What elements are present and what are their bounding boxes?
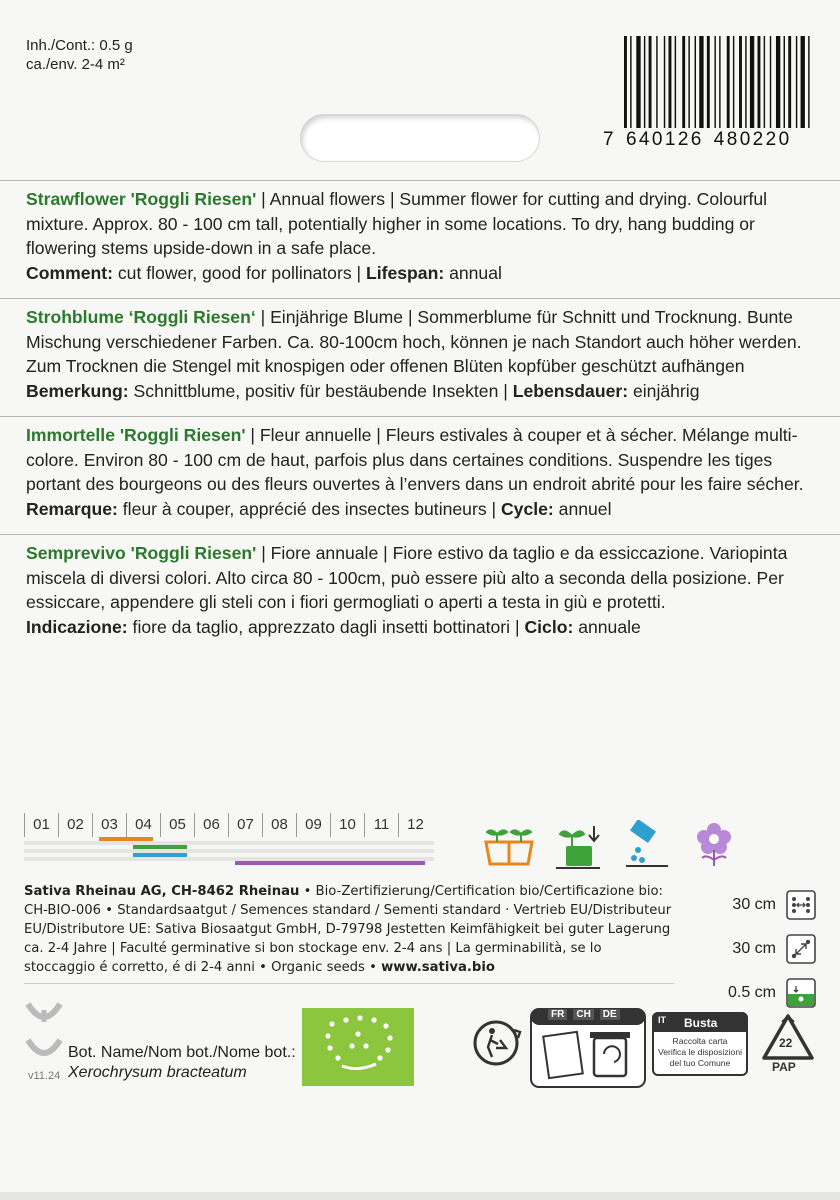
barcode-bar bbox=[669, 36, 672, 128]
eu-star bbox=[371, 1017, 376, 1022]
comment-label: Remarque: bbox=[26, 498, 118, 519]
eu-star bbox=[355, 1031, 360, 1036]
month-label: 01 bbox=[24, 813, 58, 837]
eu-star bbox=[325, 1033, 330, 1038]
month-label: 11 bbox=[364, 813, 398, 837]
comment-label: Comment: bbox=[26, 262, 113, 283]
barcode-bar bbox=[796, 36, 797, 128]
barcode-digit-prefix: 7 bbox=[603, 129, 616, 150]
genus: Xerochrysum bbox=[68, 1064, 163, 1081]
barcode-bar bbox=[808, 36, 809, 128]
month-label: 12 bbox=[398, 813, 432, 837]
contents-weight: Inh./Cont.: 0.5 g bbox=[26, 37, 133, 54]
barcode-bar bbox=[727, 36, 730, 128]
barcode-bar bbox=[714, 36, 715, 128]
barcode-bar bbox=[656, 36, 657, 128]
calendar-track bbox=[24, 841, 434, 845]
barcode-bar bbox=[750, 36, 754, 128]
recycling-label-fr-ch-de bbox=[530, 1008, 646, 1088]
section-description: | Annual flowers | Summer flower for cutting and drying. Colourful mixture. Approx. 80 - 100 cm tall, potentially higher in some locations. To dry, hang budding or flowering stems upside-down in a safe place. bbox=[26, 189, 768, 258]
barcode-bar bbox=[719, 36, 720, 128]
flag-fr: FR bbox=[548, 1009, 567, 1020]
flag-ch: CH bbox=[573, 1009, 593, 1020]
month-label: 09 bbox=[296, 813, 330, 837]
barcode-bar bbox=[682, 36, 685, 128]
barcode-bar bbox=[801, 36, 805, 128]
website-link[interactable]: www.sativa.bio bbox=[381, 960, 495, 975]
company-name: Sativa Rheinau AG, CH-8462 Rheinau bbox=[24, 884, 300, 899]
barcode-bar bbox=[784, 36, 785, 128]
barcode bbox=[622, 36, 818, 128]
section-title: Strohblume ‘Roggli Riesen‘ bbox=[26, 307, 256, 327]
comment-value: fleur à couper, apprécié des insectes butineurs | bbox=[117, 498, 501, 519]
eu-star bbox=[377, 1055, 382, 1060]
lifespan-label: Cycle: bbox=[500, 498, 554, 519]
calendar-band bbox=[133, 845, 187, 849]
barcode-bar bbox=[733, 36, 734, 128]
comment-label: Bemerkung: bbox=[26, 380, 129, 401]
transplant-icon bbox=[552, 820, 604, 870]
busta-line-1: Raccolta carta bbox=[672, 1036, 728, 1046]
eu-star bbox=[349, 1043, 354, 1048]
sativa-logo-icon bbox=[24, 1000, 64, 1066]
species: bracteatum bbox=[162, 1064, 247, 1081]
busta-instructions bbox=[656, 1036, 744, 1069]
section-italian bbox=[0, 534, 840, 639]
month-label: 04 bbox=[126, 813, 160, 837]
section-title: Strawflower 'Roggli Riesen' bbox=[26, 189, 257, 209]
calendar-band bbox=[235, 861, 425, 865]
certification-text: • Bio-Zertifizierung/Certification bio/Certificazione bio: CH-BIO-006 • Standardsaatgut / Semences standard / Sementi standard · Vertrieb EU/Distributeur EU/Distributore UE: Sativa Biosaatgut GmbH, D-79798 Jestetten Keimfähigkeit bei guter Lagerung ca. 2-4 Jahre | Faculté germinative si bon stockage env. 2-4 ans | La germinabilità, se lo stoccaggio é corretto, é di 2-4 anni • Organic seeds • bbox=[24, 884, 672, 975]
month-label: 05 bbox=[160, 813, 194, 837]
eu-star bbox=[357, 1015, 362, 1020]
barcode-bar bbox=[630, 36, 631, 128]
barcode-bar bbox=[776, 36, 780, 128]
barcode-bar bbox=[644, 36, 645, 128]
eu-star bbox=[363, 1043, 368, 1048]
lifespan-value: annuel bbox=[553, 498, 612, 519]
section-description: | Fleur annuelle | Fleurs estivales à couper et à sécher. Mélange multi-colore. Environ 80 - 100 cm de haut, parfois plus dans certaines conditions. Suspendre les tiges portant des bourgeons ou des fleurs ouvertes à l’envers dans un endroit abrité pour les faire sécher. bbox=[26, 425, 804, 494]
barcode-bar bbox=[675, 36, 676, 128]
comment-value: cut flower, good for pollinators | bbox=[113, 262, 366, 283]
eu-star bbox=[327, 1045, 332, 1050]
lifespan-value: einjährig bbox=[628, 380, 700, 401]
plant-spacing-icon bbox=[786, 934, 816, 964]
footer-divider bbox=[24, 983, 674, 984]
it-tag: IT bbox=[658, 1015, 666, 1025]
barcode-bar bbox=[695, 36, 696, 128]
pap-label: PAP bbox=[772, 1060, 796, 1074]
section-description: | Einjährige Blume | Sommerblume für Schnitt und Trocknung. Bunte Mischung verschiedener Farben. Ca. 80-100cm hoch, können je nach Standort auch höher werden. Zum Trocknen die Stengel mit knospigen oder offenen Blüten kopfüber geschützt aufhängen bbox=[26, 307, 802, 376]
lifespan-label: Lifespan: bbox=[365, 262, 445, 283]
flowering-icon bbox=[692, 820, 736, 870]
barcode-digit-group-2: 480220 bbox=[713, 129, 792, 150]
eu-star bbox=[385, 1047, 390, 1052]
barcode-bar bbox=[664, 36, 665, 128]
month-label: 07 bbox=[228, 813, 262, 837]
comment-value: fiore da taglio, apprezzato dagli insetti bottinatori | bbox=[127, 616, 525, 637]
barcode-bar bbox=[770, 36, 771, 128]
barcode-bar bbox=[636, 36, 640, 128]
recycling-label-it bbox=[652, 1012, 748, 1076]
month-label: 03 bbox=[92, 813, 126, 837]
barcode-bar bbox=[788, 36, 791, 128]
barcode-bar bbox=[624, 36, 627, 128]
month-row bbox=[24, 813, 436, 837]
section-french bbox=[0, 416, 840, 521]
spec-value: 30 cm bbox=[732, 896, 776, 913]
barcode-digit-group-1: 640126 bbox=[625, 129, 704, 150]
sowing-depth-icon bbox=[786, 978, 816, 1008]
calendar-band bbox=[99, 837, 153, 841]
busta-title: Busta bbox=[684, 1016, 718, 1030]
eu-star bbox=[335, 1055, 340, 1060]
spec-row-spacing bbox=[700, 890, 816, 920]
sowing-trays-icon bbox=[482, 820, 536, 870]
section-english bbox=[0, 180, 840, 285]
barcode-bar bbox=[758, 36, 761, 128]
comment-label: Indicazione: bbox=[26, 616, 128, 637]
section-german bbox=[0, 298, 840, 403]
barcode-bar bbox=[745, 36, 746, 128]
lifespan-value: annual bbox=[444, 262, 502, 283]
section-title: Semprevivo 'Roggli Riesen' bbox=[26, 543, 257, 563]
pap-number: 22 bbox=[779, 1036, 793, 1050]
eu-organic-logo-icon bbox=[302, 1008, 414, 1086]
barcode-bar bbox=[699, 36, 703, 128]
contents-area: ca./env. 2-4 m² bbox=[26, 56, 125, 73]
eu-star bbox=[343, 1017, 348, 1022]
bottom-edge bbox=[0, 1192, 840, 1200]
lifespan-value: annuale bbox=[573, 616, 641, 637]
lifespan-label: Lebensdauer: bbox=[512, 380, 629, 401]
botanical-name bbox=[68, 1064, 247, 1082]
spec-plant-spacing bbox=[700, 934, 816, 964]
barcode-bar bbox=[649, 36, 652, 128]
section-title: Immortelle 'Roggli Riesen' bbox=[26, 425, 246, 445]
barcode-bar bbox=[764, 36, 765, 128]
eu-star bbox=[329, 1021, 334, 1026]
version-label: v11.24 bbox=[28, 1070, 61, 1082]
eu-star bbox=[387, 1035, 392, 1040]
lifespan-label: Ciclo: bbox=[524, 616, 574, 637]
flag-de: DE bbox=[600, 1009, 620, 1020]
row-spacing-icon bbox=[786, 890, 816, 920]
comment-value: Schnittblume, positiv für bestäubende Insekten | bbox=[128, 380, 513, 401]
barcode-bar bbox=[739, 36, 742, 128]
month-label: 02 bbox=[58, 813, 92, 837]
spec-sowing-depth bbox=[700, 978, 816, 1008]
company-address bbox=[24, 882, 674, 977]
spec-value: 30 cm bbox=[732, 940, 776, 957]
spec-value: 0.5 cm bbox=[727, 984, 776, 1001]
eu-star bbox=[383, 1023, 388, 1028]
calendar-band bbox=[133, 853, 187, 857]
busta-line-2: Verifica le disposizioni bbox=[657, 1047, 743, 1057]
botanical-name-label: Bot. Name/Nom bot./Nome bot.: bbox=[68, 1044, 296, 1061]
section-description: | Fiore annuale | Fiore estivo da taglio e da essiccazione. Variopinta miscela di diversi colori. Alto circa 80 - 100cm, può essere più alto a seconda della posizione. Per essiccare, appendere gli steli con i fiori germogliati o aperti a testa in giù e protetti. bbox=[26, 543, 788, 612]
contents-info bbox=[26, 36, 133, 74]
sowing-calendar bbox=[24, 813, 436, 873]
hanger-slot bbox=[300, 114, 540, 162]
month-label: 08 bbox=[262, 813, 296, 837]
recycling-flags bbox=[548, 1009, 620, 1020]
barcode-number bbox=[603, 129, 823, 151]
direct-sowing-icon bbox=[622, 820, 672, 870]
barcode-bar bbox=[707, 36, 710, 128]
calendar-track bbox=[24, 849, 434, 853]
barcode-bar bbox=[688, 36, 689, 128]
tidyman-recycle-icon bbox=[470, 1018, 526, 1068]
month-label: 10 bbox=[330, 813, 364, 837]
busta-line-3: del tuo Comune bbox=[669, 1058, 731, 1068]
month-label: 06 bbox=[194, 813, 228, 837]
